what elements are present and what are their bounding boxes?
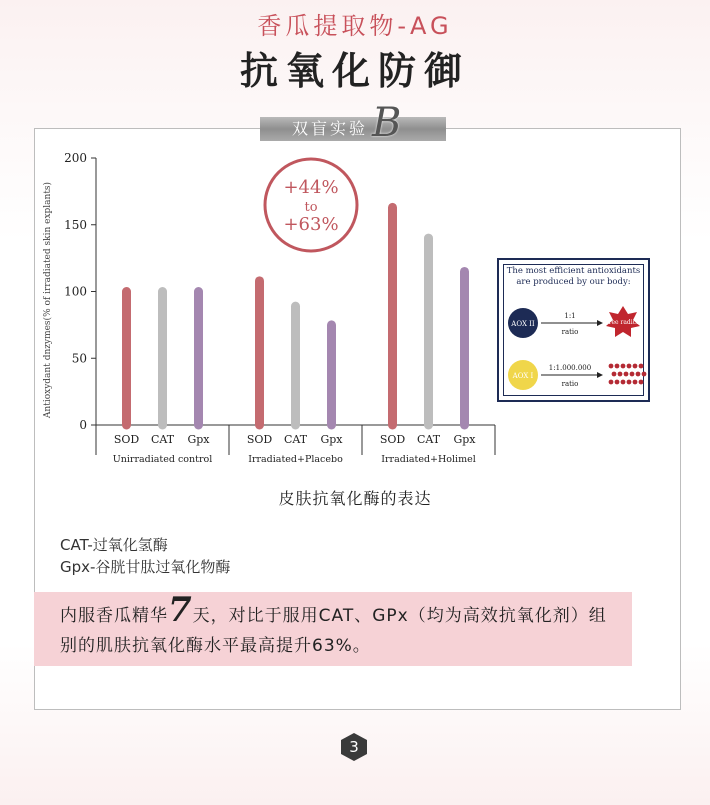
row2-arrow-head <box>597 372 603 378</box>
radical-dot <box>621 380 626 385</box>
info-box <box>497 258 650 402</box>
group-label: Irradiated+Placebo <box>248 454 343 465</box>
section-letter: B <box>372 100 402 146</box>
highlight-after: 天，对比于服用CAT、GPx（均为高效抗氧化剂）组别的肌肤抗氧化酶水平最高提升63%。 <box>60 606 607 656</box>
radical-dot <box>633 380 638 385</box>
annotation-line1: +44% <box>283 177 339 198</box>
category-label: CAT <box>150 433 175 446</box>
radical-dot <box>633 364 638 369</box>
chart-caption: 皮肤抗氧化酶的表达 <box>278 489 432 508</box>
radical-dot <box>639 364 644 369</box>
subtitle: 香瓜提取物-AG <box>257 12 453 40</box>
category-label: SOD <box>246 433 273 446</box>
radical-dot <box>627 364 632 369</box>
radical-dot <box>639 380 644 385</box>
radical-dot <box>642 372 647 377</box>
category-label: CAT <box>283 433 308 446</box>
radical-dot <box>609 380 614 385</box>
definition-gpx: Gpx-谷胱甘肽过氧化物酶 <box>60 558 231 576</box>
radical-dot <box>618 372 623 377</box>
annotation-line3: +63% <box>283 214 339 235</box>
category-label: Gpx <box>187 433 210 446</box>
y-tick-label: 0 <box>79 418 87 432</box>
section-label: 双盲实验 <box>291 119 368 138</box>
row2-ratio-value: 1:1.000.000 <box>548 364 592 372</box>
radical-dot <box>612 372 617 377</box>
aox2-label: AOX II <box>511 320 535 328</box>
highlight-before: 内服香瓜精华 <box>60 606 168 626</box>
radical-dot <box>630 372 635 377</box>
info-title: The most efficient antioxidants are produced by our body: <box>506 266 641 287</box>
group-label: Unirradiated control <box>112 454 213 465</box>
y-tick-label: 200 <box>64 151 87 165</box>
category-label: SOD <box>379 433 406 446</box>
page-number: 3 <box>349 738 359 756</box>
free-radical-label: Free radical <box>604 319 642 326</box>
category-label: SOD <box>113 433 140 446</box>
radical-dot <box>609 364 614 369</box>
row1-ratio-label: ratio <box>561 328 579 336</box>
radical-dot <box>636 372 641 377</box>
radical-dots <box>609 364 647 385</box>
annotation-line2: to <box>304 200 318 215</box>
y-tick-label: 50 <box>71 351 87 366</box>
highlight-text <box>60 590 620 661</box>
page-title: 抗氧化防御 <box>239 49 470 93</box>
aox1-label: AOX I <box>512 372 534 380</box>
radical-dot <box>621 364 626 369</box>
radical-dot <box>627 380 632 385</box>
y-tick-label: 100 <box>64 284 87 299</box>
y-axis-label: Antioxydant dnzymes(% of irradiated skin explants) <box>43 181 53 419</box>
row1-arrow-head <box>597 320 603 326</box>
row1-ratio-value: 1:1 <box>564 312 576 320</box>
radical-dot <box>615 380 620 385</box>
group-label: Irradiated+Holimel <box>381 454 476 465</box>
row2-ratio-label: ratio <box>561 380 579 388</box>
y-tick-label: 150 <box>64 217 87 232</box>
category-label: Gpx <box>320 433 343 446</box>
highlight-number: 7 <box>168 590 193 630</box>
definition-cat: CAT-过氧化氢酶 <box>60 536 168 554</box>
info-diagram <box>499 260 648 400</box>
category-label: Gpx <box>453 433 476 446</box>
category-label: CAT <box>416 433 441 446</box>
radical-dot <box>615 364 620 369</box>
radical-dot <box>624 372 629 377</box>
